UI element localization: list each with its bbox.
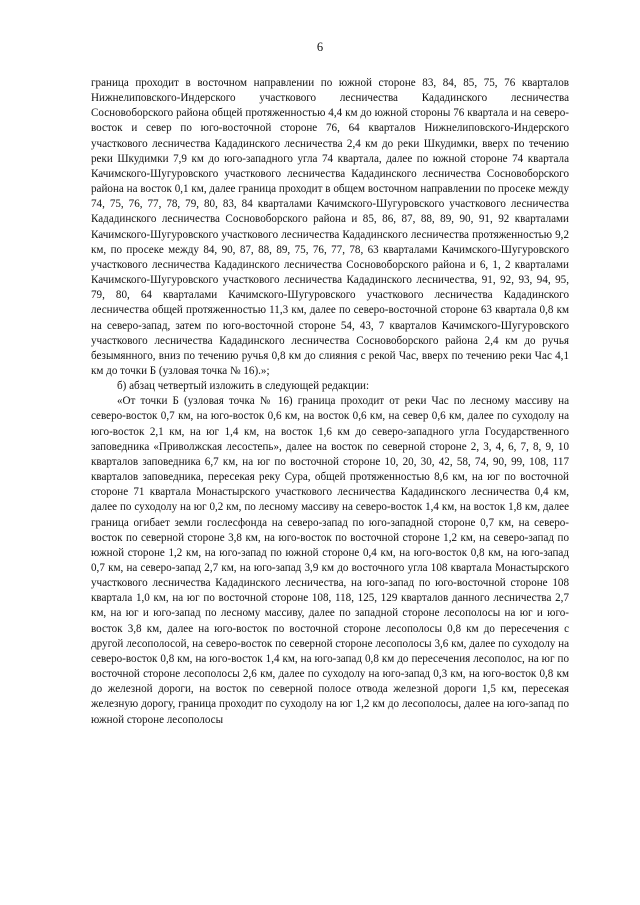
paragraph-amendment-instruction: б) абзац четвертый изложить в следующей редакции: [117, 380, 370, 393]
paragraph-boundary-description: «От точки Б (узловая точка № 16) граница проходит от реки Час по лесному массиву на северо-восток 0,7 км, на юго-восток 0,6 км, на восток 0,6 км, на север 0,6 км, далее по суходолу на юго-восток 2,1 км, на юг 1,4 км, на восток 1,6 км до северо-западного угла Государственного заповедника «Приволжская лесостепь», далее на восток по северной стороне 2, 3, 4, 6, 7, 8, 9, 10 кварталов заповедника 6,7 км, на юг по восточной стороне 10, 20, 30, 42, 58, 74, 90, 99, 108, 117 кварталов заповедника, пересекая реку Сура, общей протяженностью 8,6 км, на юг по восточной стороне 71 квартала Монастырского участкового лесничества Кададинского лесничества 0,4 км, далее по суходолу на юг 0,2 км, по лесному массиву на северо-восток 1,4 км, на восток 1,8 км, далее граница огибает земли гослесфонда на северо-запад по юго-западной стороне 0,7 км, на северо-восток по северной стороне 3,8 км, на юго-восток по восточной стороне 1,2 км, на северо-запад по южной стороне 1,2 км, на юго-запад по южной стороне 0,4 км, на юго-восток 0,8 км, на юго-запад 0,7 км, на северо-запад 2,7 км, на юго-запад 3,9 км до восточного угла 108 квартала Монастырского участкового лесничества Кададинского лесничества, на юго-запад по юго-восточной стороне 108 квартала 1,0 км, на юг по восточной стороне 108, 118, 125, 129 кварталов данного лесничества 2,7 км, на юг и юго-запад по лесному массиву, далее по западной стороне лесополосы на юг и юго-восток 3,8 км, далее на юго-восток по восточной стороне лесополосы 0,8 км до пересечения с другой лесополосой, на северо-восток по северной стороне лесополосы 3,6 км, далее по суходолу на северо-восток 0,8 км, на юго-восток 1,4 км, на юго-запад 0,8 км до пересечения лесополос, на юг по восточной стороне лесополосы 2,6 км, далее по суходолу на юго-запад 0,3 км, на юго-восток 0,8 км до железной дороги, на восток по северной полосе отвода железной дороги 1,5 км, пересекая железную дорогу, граница проходит по суходолу на юг 1,2 км до лесополосы, далее на юго-запад по южной стороне лесополосы [91, 395, 569, 726]
document-body [91, 76, 569, 728]
page-number: 6 [316, 40, 324, 54]
paragraph-boundary-continuation: граница проходит в восточном направлении по южной стороне 83, 84, 85, 75, 76 кварталов Нижнелиповского-Индерского участкового лесничества Кададинского лесничества Сосновоборского района общей протяженностью 4,4 км до южной стороны 76 квартала и на северо-восток и север по юго-восточной стороне 76, 64 кварталов Нижнелиповского-Индерского участкового лесничества Кададинского лесничества 2,4 км до реки Шкудимки, вверх по течению реки Шкудимки 7,9 км до юго-западного угла 74 квартала, далее по южной стороне 74 квартала Качимского-Шугуровского участкового лесничества Кададинского лесничества Сосновоборского района на восток 0,1 км, далее граница проходит в общем восточном направлении по просеке между 74, 75, 76, 77, 78, 79, 80, 83, 84 кварталами Качимского-Шугуровского участкового лесничества Кададинского лесничества Сосновоборского района и 85, 86, 87, 88, 89, 90, 91, 92 кварталами Качимского-Шугуровского участкового лесничества Кададинского лесничества протяженностью 9,2 км, по просеке между 84, 90, 87, 88, 89, 75, 76, 77, 78, 63 кварталами Качимского-Шугуровского участкового лесничества Кададинского лесничества Сосновоборского района и 6, 1, 2 кварталами Качимского-Шугуровского участкового лесничества Кададинского лесничества, 91, 92, 93, 94, 95, 79, 80, 64 кварталами Качимского-Шугуровского участкового лесничества Кададинского лесничества общей протяженностью 11,3 км, далее по северо-восточной стороне 63 квартала 0,8 км на северо-запад, затем по юго-восточной стороне 54, 43, 7 кварталов Качимского-Шугуровского участкового лесничества Кададинского лесничества Сосновоборского района 2,4 км до ручья безымянного, вниз по течению ручья 0,8 км до слияния с рекой Час, вверх по течению реки Час 4,1 км до точки Б (узловая точка № 16).»; [91, 77, 569, 377]
